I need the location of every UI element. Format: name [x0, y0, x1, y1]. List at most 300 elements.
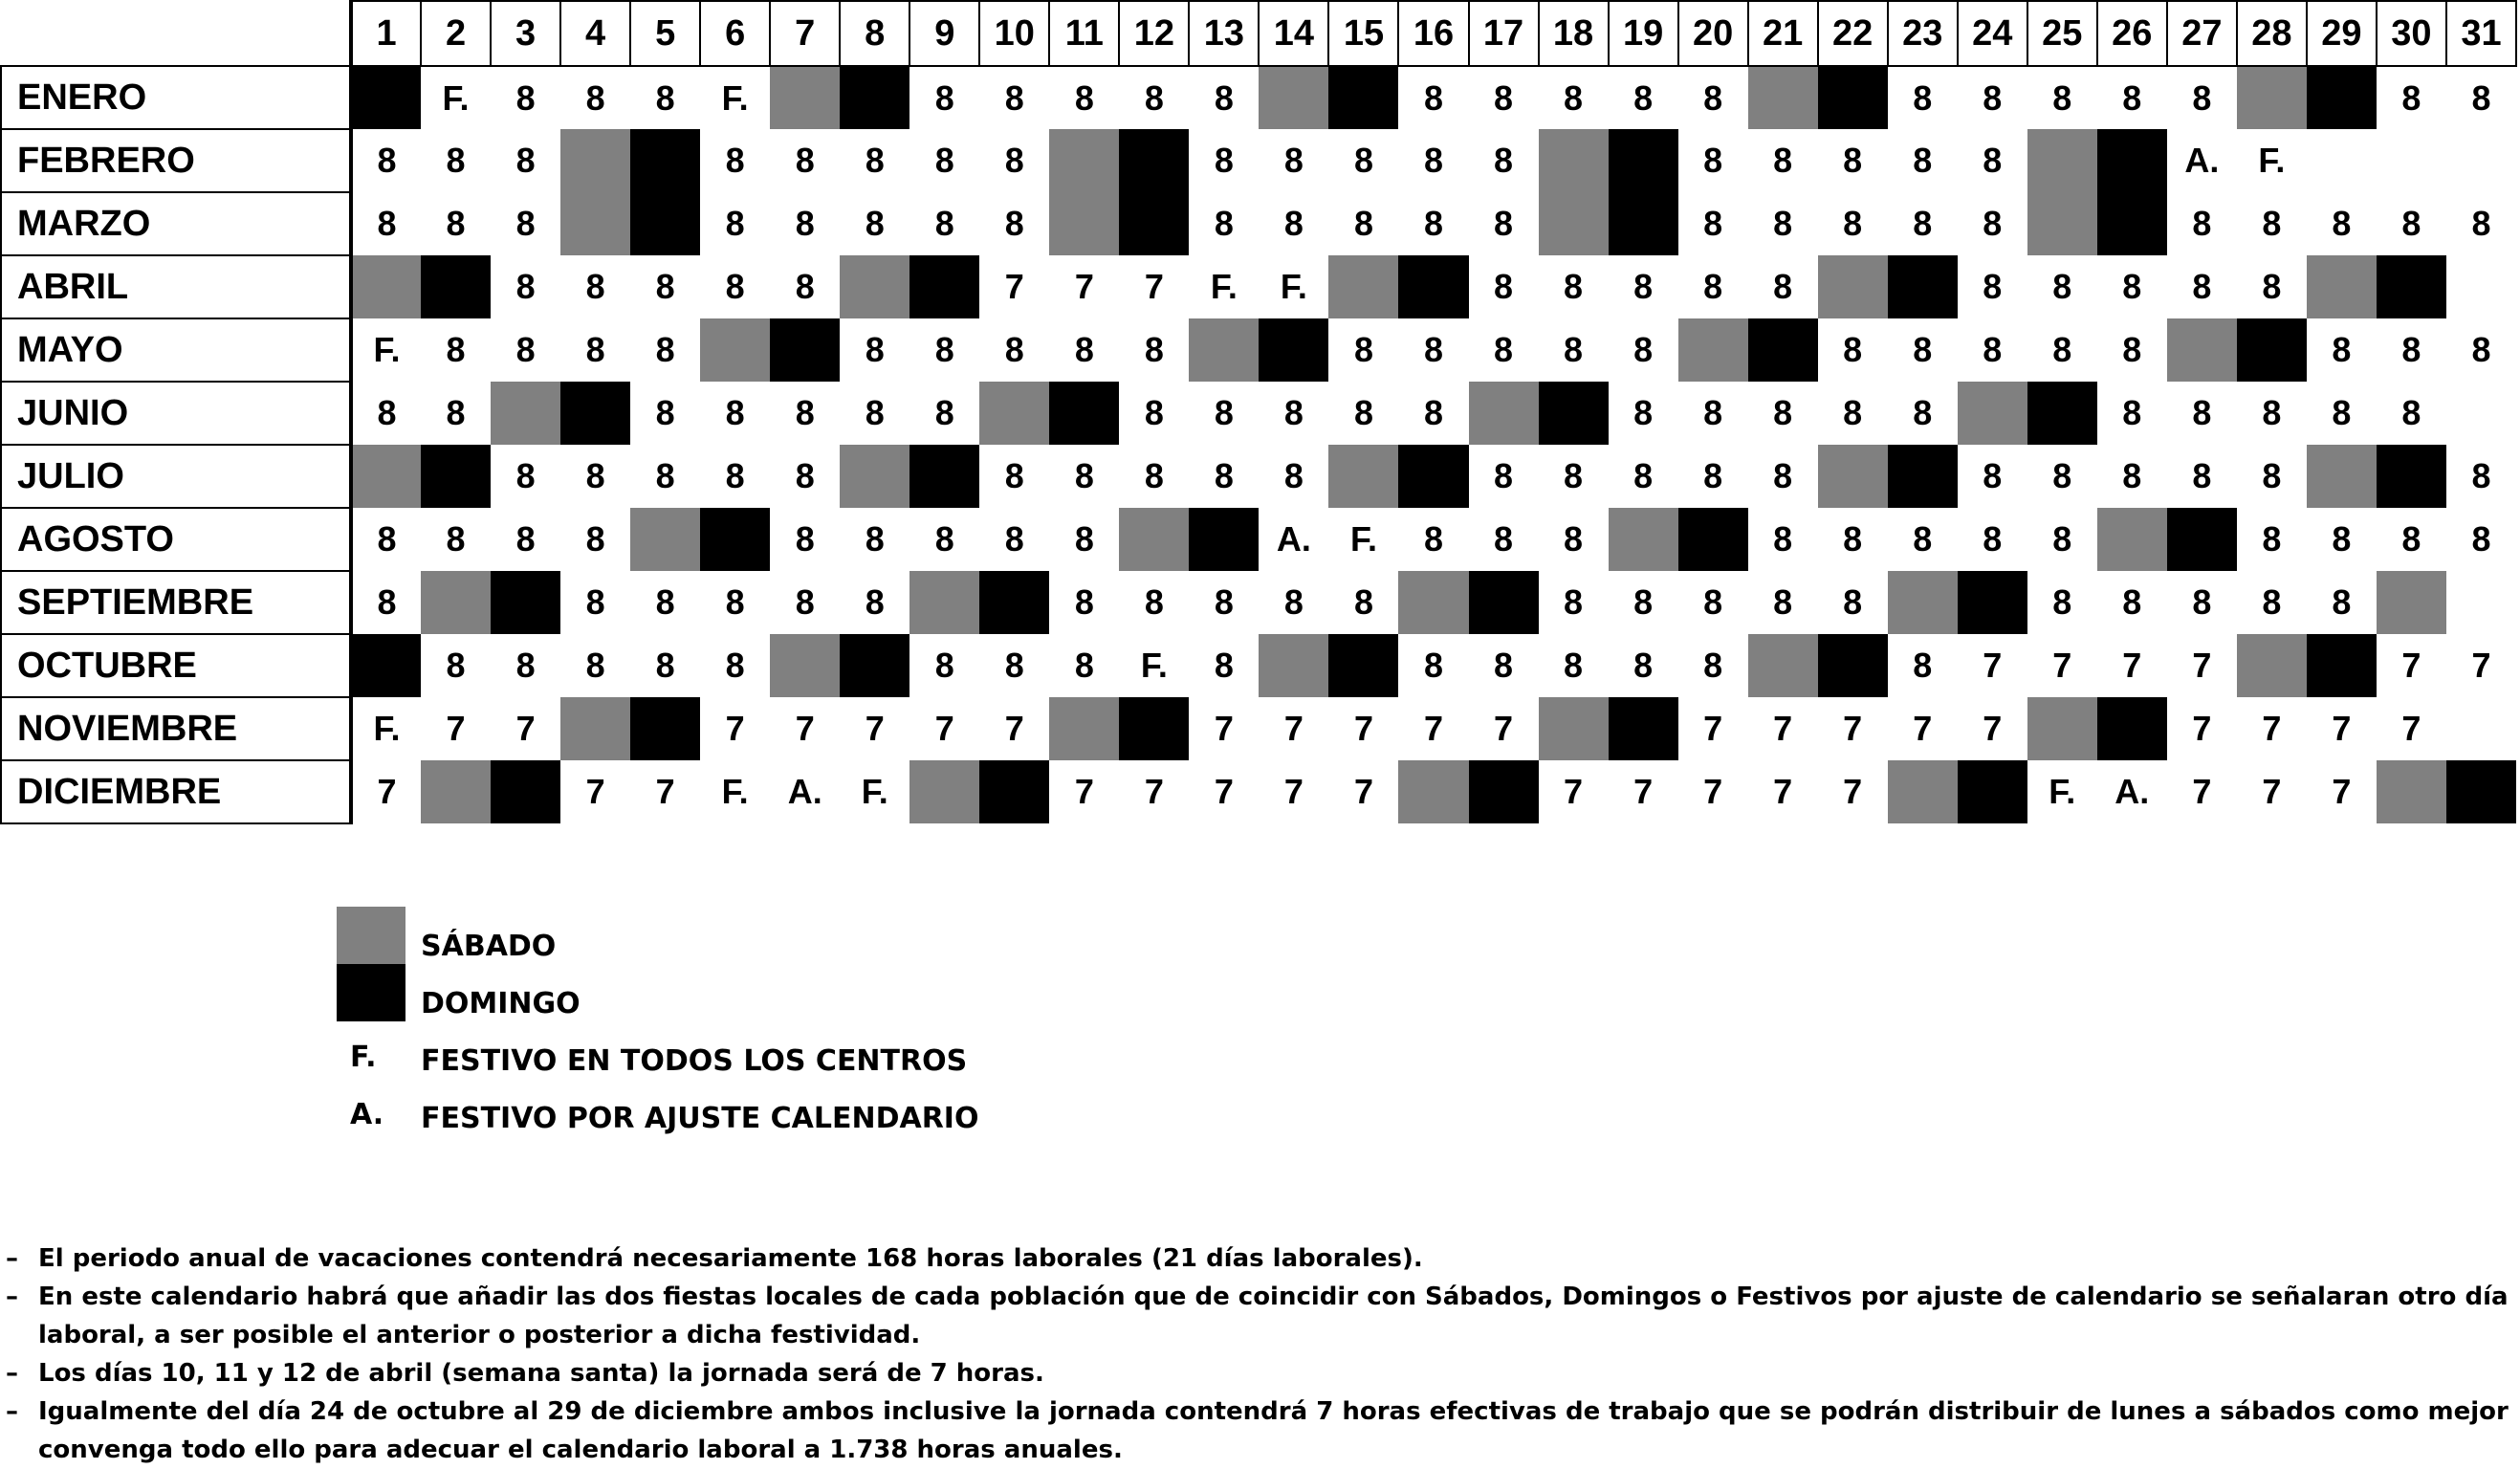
- day-hours-cell: 7: [377, 772, 397, 811]
- day-hours-cell: 7: [1074, 772, 1094, 811]
- saturday-cell: [840, 255, 909, 318]
- day-header-cell: 11: [1049, 1, 1119, 66]
- day-hours-cell: 8: [377, 519, 397, 559]
- day-header-cell: 18: [1539, 1, 1609, 66]
- day-hours-cell: 7: [585, 772, 605, 811]
- day-hours-cell: 8: [2122, 267, 2142, 306]
- day-hours-cell: 8: [2052, 330, 2072, 369]
- day-header-cell: 26: [2097, 1, 2167, 66]
- calendar-body: [1, 66, 2516, 823]
- day-hours-cell: 8: [1423, 141, 1443, 180]
- day-header-cell: 12: [1119, 1, 1189, 66]
- sunday-cell: [1189, 508, 1259, 571]
- day-hours-cell: 8: [795, 204, 815, 243]
- saturday-cell: [630, 508, 700, 571]
- day-hours-cell: 8: [1353, 582, 1373, 622]
- day-hours-cell: F.: [442, 77, 470, 118]
- day-header-cell: 2: [421, 1, 491, 66]
- sunday-cell: [2097, 697, 2167, 760]
- sunday-cell: [560, 382, 630, 445]
- day-hours-cell: 8: [865, 582, 885, 622]
- sunday-cell: [2027, 382, 2097, 445]
- day-hours-cell: 8: [1564, 646, 1584, 685]
- day-hours-cell: 8: [1144, 456, 1164, 495]
- day-hours-cell: 8: [2192, 204, 2212, 243]
- day-hours-cell: 7: [1004, 709, 1024, 748]
- day-hours-cell: 8: [1983, 519, 2003, 559]
- month-name: DICIEMBRE: [1, 760, 351, 823]
- day-hours-cell: 8: [1283, 393, 1304, 432]
- day-hours-cell: 8: [2471, 204, 2491, 243]
- day-hours-cell: 8: [1074, 330, 1094, 369]
- sunday-cell: [1119, 192, 1189, 255]
- saturday-cell: [560, 192, 630, 255]
- month-name: NOVIEMBRE: [1, 697, 351, 760]
- day-hours-cell: 8: [934, 77, 954, 118]
- day-hours-cell: 8: [1773, 519, 1793, 559]
- day-hours-cell: 8: [1773, 393, 1793, 432]
- sunday-cell: [1539, 382, 1609, 445]
- day-hours-cell: 8: [1423, 646, 1443, 685]
- day-hours-cell: 8: [1843, 141, 1863, 180]
- day-hours-cell: 7: [1214, 772, 1234, 811]
- day-hours-cell: 7: [2122, 646, 2142, 685]
- sunday-cell: [909, 445, 979, 508]
- day-hours-cell: 8: [515, 330, 536, 369]
- day-header-cell: 5: [630, 1, 700, 66]
- day-hours-cell: 8: [1913, 519, 1933, 559]
- day-hours-cell: 7: [1633, 772, 1654, 811]
- day-hours-cell: 8: [1494, 519, 1514, 559]
- day-hours-cell: 7: [2262, 709, 2282, 748]
- day-hours-cell: 8: [377, 141, 397, 180]
- saturday-cell: [2307, 445, 2377, 508]
- day-hours-cell: 8: [1353, 204, 1373, 243]
- saturday-cell: [2237, 634, 2307, 697]
- day-hours-cell: 8: [1913, 141, 1933, 180]
- day-hours-cell: 8: [2122, 456, 2142, 495]
- day-hours-cell: 8: [725, 267, 745, 306]
- day-hours-cell: 8: [2262, 456, 2282, 495]
- day-hours-cell: 8: [655, 582, 675, 622]
- day-hours-cell: 8: [377, 582, 397, 622]
- ajuste-label: FESTIVO POR AJUSTE CALENDARIO: [421, 1102, 979, 1135]
- saturday-cell: [1049, 697, 1119, 760]
- sunday-cell: [421, 445, 491, 508]
- sunday-cell: [2167, 508, 2237, 571]
- day-hours-cell: 8: [2052, 77, 2072, 118]
- note-text: Igualmente del día 24 de octubre al 29 de diciembre ambos inclusive la jornada contendrá 7 horas efectivas de trabajo que se podrán distribuir de lunes a sábados como mejor convenga todo ello para adecuar el calendario laboral a 1.738 horas anuales.: [38, 1397, 2509, 1464]
- day-hours-cell: 8: [2401, 330, 2421, 369]
- day-header-cell: 7: [770, 1, 840, 66]
- day-hours-cell: 8: [865, 141, 885, 180]
- saturday-cell: [1328, 255, 1398, 318]
- saturday-cell: [491, 382, 560, 445]
- day-hours-cell: 8: [655, 456, 675, 495]
- day-hours-cell: 8: [725, 646, 745, 685]
- day-hours-cell: 8: [1214, 141, 1234, 180]
- saturday-cell: [770, 66, 840, 129]
- day-hours-cell: 8: [725, 456, 745, 495]
- day-hours-cell: 8: [2262, 519, 2282, 559]
- day-hours-cell: 8: [655, 77, 675, 118]
- day-hours-cell: 8: [1423, 77, 1443, 118]
- day-hours-cell: F.: [373, 709, 401, 748]
- sunday-cell: [1888, 255, 1958, 318]
- note-dash: –: [6, 1244, 18, 1273]
- day-header-cell: 31: [2446, 1, 2516, 66]
- day-hours-cell: 8: [1633, 582, 1654, 622]
- month-row: [1, 760, 2516, 823]
- day-hours-cell: 8: [1773, 582, 1793, 622]
- day-hours-cell: 8: [515, 646, 536, 685]
- saturday-cell: [2027, 129, 2097, 192]
- month-name: AGOSTO: [1, 508, 351, 571]
- day-hours-cell: 7: [1353, 772, 1373, 811]
- saturday-cell: [1888, 760, 1958, 823]
- sunday-cell: [491, 571, 560, 634]
- day-hours-cell: F.: [1349, 519, 1377, 559]
- month-row: [1, 445, 2516, 508]
- day-hours-cell: 8: [1004, 330, 1024, 369]
- day-hours-cell: 7: [1564, 772, 1584, 811]
- day-hours-cell: 8: [446, 141, 466, 180]
- day-hours-cell: 7: [2401, 646, 2421, 685]
- day-hours-cell: 8: [1843, 330, 1863, 369]
- day-hours-cell: 8: [795, 141, 815, 180]
- day-hours-cell: 8: [1214, 77, 1234, 118]
- sunday-cell: [2446, 760, 2516, 823]
- sunday-cell: [909, 255, 979, 318]
- day-hours-cell: 8: [1913, 393, 1933, 432]
- day-hours-cell: 7: [1283, 709, 1304, 748]
- day-hours-cell: 8: [1703, 582, 1723, 622]
- day-hours-cell: 8: [515, 77, 536, 118]
- sunday-cell: [2097, 192, 2167, 255]
- day-header-cell: 15: [1328, 1, 1398, 66]
- day-hours-cell: 7: [1144, 772, 1164, 811]
- day-hours-cell: 8: [2332, 393, 2352, 432]
- day-hours-cell: 8: [655, 267, 675, 306]
- day-hours-cell: 7: [2332, 709, 2352, 748]
- month-row: [1, 697, 2516, 760]
- day-hours-cell: 8: [1004, 519, 1024, 559]
- day-hours-cell: 8: [1843, 519, 1863, 559]
- day-hours-cell: 8: [865, 519, 885, 559]
- day-hours-cell: 8: [1703, 456, 1723, 495]
- sunday-cell: [1888, 445, 1958, 508]
- day-hours-cell: 8: [795, 582, 815, 622]
- saturday-cell: [351, 445, 421, 508]
- day-hours-cell: 8: [1564, 77, 1584, 118]
- day-hours-cell: 8: [1633, 646, 1654, 685]
- saturday-cell: [1049, 192, 1119, 255]
- sunday-cell: [1469, 571, 1539, 634]
- day-hours-cell: 8: [2401, 519, 2421, 559]
- day-hours-cell: 8: [1703, 204, 1723, 243]
- day-hours-cell: A.: [2184, 141, 2220, 180]
- day-hours-cell: 8: [1983, 77, 2003, 118]
- saturday-cell: [1469, 382, 1539, 445]
- month-name: FEBRERO: [1, 129, 351, 192]
- day-hours-cell: 7: [934, 709, 954, 748]
- sunday-cell: [979, 760, 1049, 823]
- day-hours-cell: 8: [585, 519, 605, 559]
- day-hours-cell: 8: [1983, 330, 2003, 369]
- saturday-cell: [909, 571, 979, 634]
- day-hours-cell: 8: [585, 646, 605, 685]
- day-hours-cell: 7: [2052, 646, 2072, 685]
- sunday-cell: [2377, 445, 2446, 508]
- month-name: JUNIO: [1, 382, 351, 445]
- day-header-cell: 8: [840, 1, 909, 66]
- saturday-cell: [1958, 382, 2027, 445]
- day-hours-cell: 8: [377, 393, 397, 432]
- day-hours-cell: 8: [1494, 267, 1514, 306]
- day-hours-cell: 8: [1564, 519, 1584, 559]
- day-hours-cell: 8: [2332, 330, 2352, 369]
- day-hours-cell: 8: [1633, 456, 1654, 495]
- day-hours-cell: 8: [1913, 77, 1933, 118]
- festivo-code: F.: [350, 1041, 377, 1074]
- day-hours-cell: 8: [1214, 204, 1234, 243]
- month-name: ENERO: [1, 66, 351, 129]
- day-hours-cell: 8: [446, 204, 466, 243]
- day-hours-cell: 8: [1494, 330, 1514, 369]
- sunday-cell: [1328, 66, 1398, 129]
- day-hours-cell: 8: [1773, 204, 1793, 243]
- day-hours-cell: 8: [2262, 204, 2282, 243]
- day-hours-cell: 8: [1633, 393, 1654, 432]
- day-hours-cell: 8: [1423, 330, 1443, 369]
- day-hours-cell: 8: [1423, 519, 1443, 559]
- day-hours-cell: 7: [2262, 772, 2282, 811]
- day-hours-cell: 8: [1564, 456, 1584, 495]
- sunday-cell: [630, 697, 700, 760]
- saturday-cell: [1049, 129, 1119, 192]
- sunday-cell: [2097, 129, 2167, 192]
- day-hours-cell: 8: [2471, 456, 2491, 495]
- day-hours-cell: 8: [1494, 77, 1514, 118]
- saturday-cell: [979, 382, 1049, 445]
- note-item: [4, 1354, 2514, 1392]
- month-row: [1, 634, 2516, 697]
- day-hours-cell: 8: [1214, 456, 1234, 495]
- day-hours-cell: 8: [2122, 77, 2142, 118]
- day-hours-cell: 7: [1004, 267, 1024, 306]
- day-header-cell: 3: [491, 1, 560, 66]
- header-corner: [1, 1, 351, 66]
- day-hours-cell: 8: [2332, 204, 2352, 243]
- empty-day-cell: [2307, 129, 2377, 192]
- month-name: OCTUBRE: [1, 634, 351, 697]
- day-hours-cell: 8: [1004, 646, 1024, 685]
- note-dash: –: [6, 1397, 18, 1426]
- day-hours-cell: 8: [2052, 519, 2072, 559]
- day-hours-cell: 8: [1703, 646, 1723, 685]
- day-header-cell: 23: [1888, 1, 1958, 66]
- day-hours-cell: 8: [934, 330, 954, 369]
- sunday-cell: [1609, 697, 1678, 760]
- saturday-cell: [1818, 255, 1888, 318]
- day-hours-cell: F.: [2258, 141, 2286, 180]
- day-hours-cell: 8: [1074, 582, 1094, 622]
- day-hours-cell: 7: [1703, 772, 1723, 811]
- day-hours-cell: 8: [1633, 267, 1654, 306]
- day-hours-cell: 8: [1703, 393, 1723, 432]
- day-hours-cell: 8: [1074, 519, 1094, 559]
- saturday-cell: [1398, 571, 1468, 634]
- day-header-cell: 20: [1678, 1, 1748, 66]
- day-hours-cell: 8: [1353, 141, 1373, 180]
- day-hours-cell: 8: [1703, 141, 1723, 180]
- day-hours-cell: 8: [446, 646, 466, 685]
- day-hours-cell: 8: [1773, 456, 1793, 495]
- day-hours-cell: 8: [865, 204, 885, 243]
- day-header-cell: 1: [351, 1, 421, 66]
- saturday-cell: [2237, 66, 2307, 129]
- saturday-cell: [1259, 66, 1328, 129]
- day-hours-cell: F.: [721, 77, 749, 118]
- day-hours-cell: 8: [1214, 646, 1234, 685]
- saturday-cell: [421, 760, 491, 823]
- note-text: En este calendario habrá que añadir las dos fiestas locales de cada población que de coincidir con Sábados, Domingos o Festivos por ajuste de calendario se señalaran otro día laboral, a ser posible el anterior o posterior a dicha festividad.: [38, 1283, 2509, 1349]
- day-hours-cell: 8: [1004, 77, 1024, 118]
- day-hours-cell: 8: [934, 393, 954, 432]
- saturday-cell: [2097, 508, 2167, 571]
- day-hours-cell: 8: [1144, 393, 1164, 432]
- sunday-cell: [2377, 255, 2446, 318]
- day-hours-cell: 8: [1144, 582, 1164, 622]
- sunday-cell: [421, 255, 491, 318]
- month-row: [1, 382, 2516, 445]
- day-hours-cell: 7: [1214, 709, 1234, 748]
- day-hours-cell: 7: [1144, 267, 1164, 306]
- day-hours-cell: 8: [1004, 141, 1024, 180]
- day-hours-cell: 7: [1494, 709, 1514, 748]
- day-hours-cell: 8: [2262, 393, 2282, 432]
- day-hours-cell: 8: [934, 141, 954, 180]
- day-hours-cell: 8: [1494, 141, 1514, 180]
- saturday-cell: [1119, 508, 1189, 571]
- empty-day-cell: [2446, 382, 2516, 445]
- note-item: [4, 1278, 2514, 1354]
- sunday-cell: [1609, 192, 1678, 255]
- day-hours-cell: 7: [2471, 646, 2491, 685]
- day-header-cell: 27: [2167, 1, 2237, 66]
- saturday-cell: [2377, 760, 2446, 823]
- ajuste-code: A.: [350, 1098, 384, 1131]
- day-hours-cell: 8: [934, 646, 954, 685]
- sunday-cell: [1049, 382, 1119, 445]
- day-hours-cell: 7: [1353, 709, 1373, 748]
- day-hours-cell: 8: [1564, 330, 1584, 369]
- day-hours-cell: 8: [377, 204, 397, 243]
- day-hours-cell: 7: [1913, 709, 1933, 748]
- day-hours-cell: 7: [1283, 772, 1304, 811]
- day-hours-cell: 8: [446, 330, 466, 369]
- day-hours-cell: 8: [1423, 204, 1443, 243]
- day-hours-cell: 7: [1423, 709, 1443, 748]
- empty-day-cell: [2446, 697, 2516, 760]
- saturday-cell: [1888, 571, 1958, 634]
- day-hours-cell: 8: [2052, 267, 2072, 306]
- sunday-cell: [1259, 318, 1328, 382]
- saturday-cell: [421, 571, 491, 634]
- day-hours-cell: 7: [2401, 709, 2421, 748]
- day-hours-cell: 8: [1773, 141, 1793, 180]
- month-name: SEPTIEMBRE: [1, 571, 351, 634]
- day-hours-cell: 8: [2471, 330, 2491, 369]
- saturday-cell: [2377, 571, 2446, 634]
- month-row: [1, 571, 2516, 634]
- saturday-cell: [1259, 634, 1328, 697]
- day-hours-cell: 8: [1283, 141, 1304, 180]
- day-hours-cell: F.: [721, 772, 749, 811]
- day-hours-cell: 8: [725, 141, 745, 180]
- day-hours-cell: A.: [2115, 772, 2150, 811]
- day-hours-cell: 8: [2401, 204, 2421, 243]
- day-hours-cell: 8: [2192, 77, 2212, 118]
- day-hours-cell: 7: [1703, 709, 1723, 748]
- saturday-cell: [1539, 129, 1609, 192]
- day-hours-cell: 7: [1983, 709, 2003, 748]
- sunday-cell: [2237, 318, 2307, 382]
- day-hours-cell: 8: [515, 141, 536, 180]
- day-hours-cell: 8: [1494, 204, 1514, 243]
- day-header-cell: 30: [2377, 1, 2446, 66]
- sunday-cell: [1469, 760, 1539, 823]
- saturday-cell: [700, 318, 770, 382]
- day-hours-cell: 8: [1494, 646, 1514, 685]
- day-hours-cell: 8: [2122, 582, 2142, 622]
- sunday-cell: [1678, 508, 1748, 571]
- day-hours-cell: 8: [585, 582, 605, 622]
- day-hours-cell: 8: [2332, 582, 2352, 622]
- sunday-cell: [630, 192, 700, 255]
- saturday-cell: [2027, 697, 2097, 760]
- day-hours-cell: 8: [446, 519, 466, 559]
- day-hours-cell: 8: [655, 393, 675, 432]
- sunday-cell: [1748, 318, 1818, 382]
- sunday-cell: [2307, 634, 2377, 697]
- day-hours-cell: 8: [865, 393, 885, 432]
- sunday-cell: [770, 318, 840, 382]
- day-hours-cell: 8: [1074, 646, 1094, 685]
- day-hours-cell: 7: [1773, 709, 1793, 748]
- day-hours-cell: 8: [1983, 456, 2003, 495]
- day-number-header-row: [1, 1, 2516, 66]
- sunday-cell: [840, 634, 909, 697]
- sunday-cell: [1328, 634, 1398, 697]
- day-header-cell: 24: [1958, 1, 2027, 66]
- day-hours-cell: 8: [1283, 204, 1304, 243]
- day-header-cell: 10: [979, 1, 1049, 66]
- sunday-cell: [351, 66, 421, 129]
- month-row: [1, 66, 2516, 129]
- day-hours-cell: 8: [934, 519, 954, 559]
- day-header-cell: 21: [1748, 1, 1818, 66]
- month-name: MARZO: [1, 192, 351, 255]
- day-hours-cell: 8: [655, 330, 675, 369]
- day-hours-cell: 8: [2192, 267, 2212, 306]
- day-hours-cell: 7: [795, 709, 815, 748]
- saturday-cell: [2307, 255, 2377, 318]
- day-hours-cell: 8: [1283, 456, 1304, 495]
- day-header-cell: 29: [2307, 1, 2377, 66]
- day-hours-cell: 8: [865, 330, 885, 369]
- day-hours-cell: 8: [1633, 77, 1654, 118]
